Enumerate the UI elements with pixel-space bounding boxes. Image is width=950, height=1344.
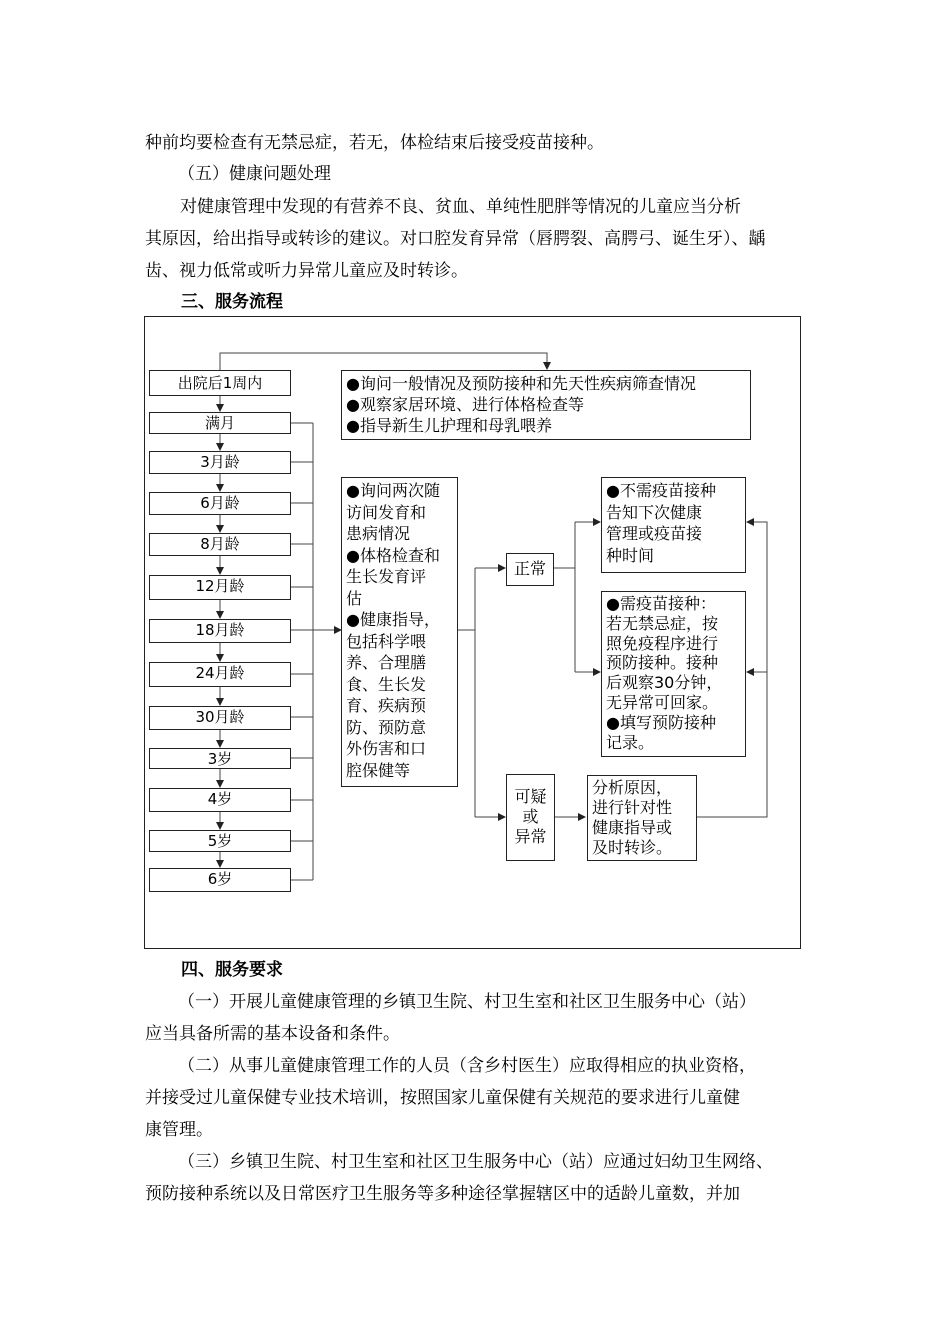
age-box-6months: 6月龄 <box>149 492 291 515</box>
paragraph-line: 对健康管理中发现的有营养不良、贫血、单纯性肥胖等情况的儿童应当分析 <box>180 197 741 217</box>
paragraph-line: （二）从事儿童健康管理工作的人员（含乡村医生）应取得相应的执业资格， <box>178 1056 756 1076</box>
followup-box: ●询问两次随 访间发育和 患病情况 ●体格检查和 生长发育评 估 ●健康指导， 包括科学喂 养、合理膳 食、生长发 育、疾病预 防、预防意 外伤害和口 腔保健等 <box>341 477 458 787</box>
section-heading: 四、服务要求 <box>181 960 283 980</box>
section-heading: 三、服务流程 <box>181 292 283 312</box>
age-box-24months: 24月龄 <box>149 662 291 687</box>
age-box-5years: 5岁 <box>149 830 291 852</box>
age-box-30months: 30月龄 <box>149 706 291 730</box>
paragraph-line: 并接受过儿童保健专业技术培训，按照国家儿童保健有关规范的要求进行儿童健 <box>145 1088 740 1108</box>
paragraph-line: 其原因，给出指导或转诊的建议。对口腔发育异常（唇腭裂、高腭弓、诞生牙）、龋 <box>145 229 766 249</box>
paragraph-line: 种前均要检查有无禁忌症，若无，体检结束后接受疫苗接种。 <box>145 133 604 153</box>
age-box-1month: 满月 <box>149 412 291 434</box>
age-box-8months: 8月龄 <box>149 533 291 556</box>
referral-box: 分析原因， 进行针对性 健康指导或 及时转诊。 <box>587 775 697 861</box>
section-subheading: （五）健康问题处理 <box>178 164 331 184</box>
no-vaccine-box: ●不需疫苗接种 告知下次健康 管理或疫苗接 种时间 <box>601 477 746 573</box>
age-box-6years: 6岁 <box>149 868 291 892</box>
abnormal-box: 可疑 或 异常 <box>506 774 555 861</box>
paragraph-line: 康管理。 <box>145 1120 213 1140</box>
age-box-3months: 3月龄 <box>149 451 291 474</box>
paragraph-line: 应当具备所需的基本设备和条件。 <box>145 1024 400 1044</box>
age-box-1week: 出院后1周内 <box>149 370 291 396</box>
first-visit-box: ●询问一般情况及预防接种和先天性疾病筛查情况 ●观察家居环境、进行体格检查等 ●指导新生儿护理和母乳喂养 <box>341 370 751 440</box>
flowchart <box>144 316 801 949</box>
age-box-3years: 3岁 <box>149 748 291 769</box>
vaccine-box: ●需疫苗接种： 若无禁忌症，按 照免疫程序进行 预防接种。接种 后观察30分钟， 无异常可回家。 ●填写预防接种 记录。 <box>601 591 746 757</box>
normal-box: 正常 <box>506 553 554 586</box>
paragraph-line: （三）乡镇卫生院、村卫生室和社区卫生服务中心（站）应通过妇幼卫生网络、 <box>178 1152 773 1172</box>
paragraph-line: 预防接种系统以及日常医疗卫生服务等多种途径掌握辖区中的适龄儿童数，并加 <box>145 1184 740 1204</box>
age-box-12months: 12月龄 <box>149 575 291 600</box>
age-box-18months: 18月龄 <box>149 619 291 643</box>
age-box-4years: 4岁 <box>149 788 291 812</box>
paragraph-line: （一）开展儿童健康管理的乡镇卫生院、村卫生室和社区卫生服务中心（站） <box>178 992 756 1012</box>
paragraph-line: 齿、视力低常或听力异常儿童应及时转诊。 <box>145 261 468 281</box>
